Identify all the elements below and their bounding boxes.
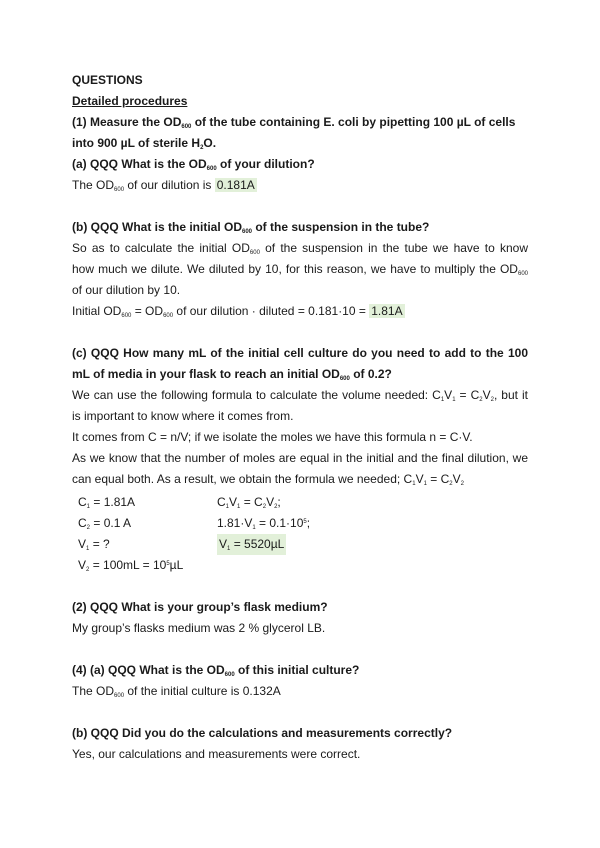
question-text: (a) QQQ What is the $OD_{600}$ of your dilution? [72,157,315,172]
formula-line: Initial $OD_{600} = OD_{600}$ of our dilution · diluted = 0.181·10 = 1.81A [72,304,403,319]
answer-text: My group’s flasks medium was 2 % glycerol LB. [72,621,326,635]
document-title: QUESTIONS [72,73,143,87]
highlighted-result: $V_1 = 5520\mu L$ [217,534,286,555]
highlighted-value: 1.81A [371,304,403,318]
answer-paragraph: We can use the following formula to calculate the volume needed: $C_1V_1 = C_2V_2$, but it [72,388,529,403]
answer-text: The $OD_{600}$ of our dilution is 0.181A [72,178,255,193]
question-4a [72,660,528,702]
question-1c: (c) QQQ How many mL of the initial cell culture do you need to add to the 100 mL of media in your flask to reach an initial $OD_{600}$ of 0.2? We can use the following formula to calculate the volume needed: $C_1V_1 = C_2V_2$, but it is important to know where it comes from. It comes from C = n/V; if we isolate the moles we have this formula n = C·V. As we know that the number of moles are equal in the initial and the final dilution, we can equal both. As a result, we obtain the formula we needed; $C_1V_1 = C_2V_2$ $C_1 = 1.81A$ $C_1V_1 = C_2V_2$; $C_2 = 0.1$ A $1.81\cdot V_1 = 0.1\cdot 10^5$; $V_1$ = ? $V_1 = 5520\mu L$ $V_2 = 100mL = 10^5\mu L$ [72,343,528,576]
question-2 [72,597,528,639]
question-text: (c) QQQ How many mL of the initial cell culture do you need to add to the 100 [72,346,528,360]
document-page [72,70,528,765]
question-text: (b) QQQ Did you do the calculations and measurements correctly? [72,726,453,740]
question-4b [72,723,528,765]
question-1: (1) Measure the $OD_{600}$ of the tube containing E. coli by pipetting 100 µL of cells into 900 µL of sterile $H_2O$. [72,115,516,151]
highlighted-value: 0.181A [216,178,255,192]
section-heading: Detailed procedures [72,94,188,108]
question-text: (2) QQQ What is your group’s flask medium? [72,600,328,614]
answer-text: Yes, our calculations and measurements were correct. [72,747,361,761]
answer-paragraph: So as to calculate the initial $OD_{600}$ of the suspension in the tube we have to know [72,241,528,256]
answer-text: The $OD_{600}$ of the initial culture is 0.132A [72,684,281,699]
question-text: (4) (a) QQQ What is the $OD_{600}$ of this initial culture? [72,663,360,678]
question-1b: (b) QQQ What is the initial $OD_{600}$ of the suspension in the tube? So as to calculate the initial $OD_{600}$ of the suspension in the tube we have to know how much we dilute. We diluted by 10, for this reason, we have to multiply the $OD_{600}$ of our dilution by 10. Initial $OD_{600} = OD_{600}$ of our dilution · diluted = 0.181·10 = 1.81A [72,217,528,322]
question-text: (b) QQQ What is the initial $OD_{600}$ of the suspension in the tube? [72,220,430,235]
question-1a [72,154,528,196]
calculation-table: $C_1 = 1.81A$ $C_1V_1 = C_2V_2$; $C_2 = 0.1$ A $1.81\cdot V_1 = 0.1\cdot 10^5$; $V_1$ = ? $V_1 = 5520\mu L$ $V_2 = 100mL = 10^5\mu L$ [78,495,311,573]
